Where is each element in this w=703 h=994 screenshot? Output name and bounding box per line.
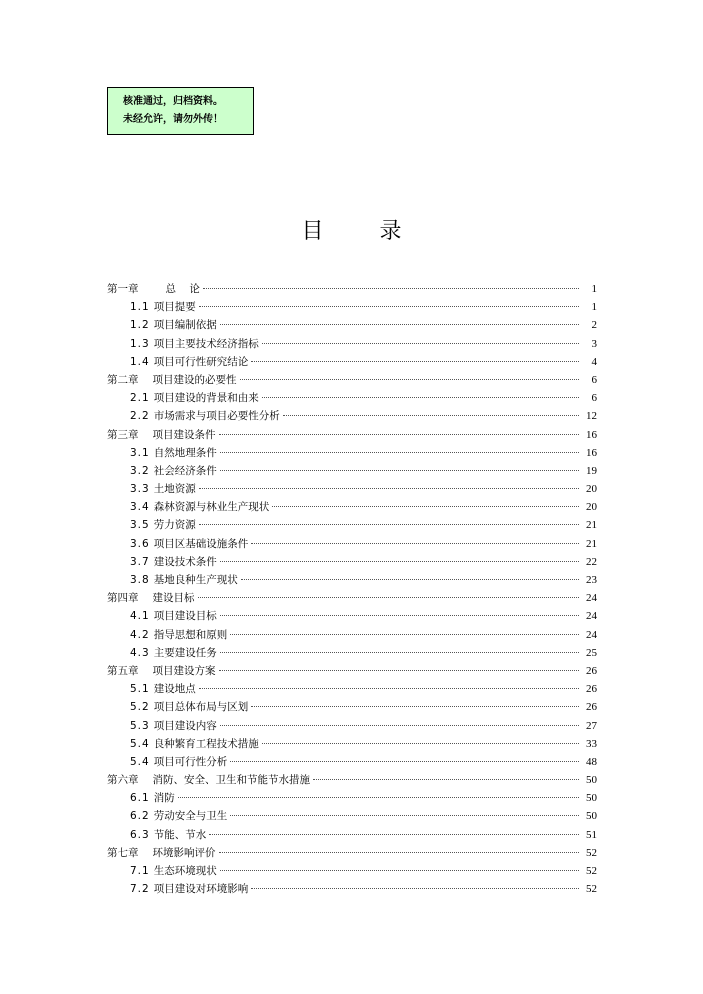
toc-entry-label [130,335,259,353]
toc-section-row[interactable] [107,553,597,571]
toc-section-row[interactable] [107,698,597,716]
toc-entry-label [130,607,217,625]
toc-section-row[interactable] [107,498,597,516]
toc-entry-number: 4.2 [130,628,150,641]
toc-entry-label [130,753,227,771]
toc-page-number: 1 [591,301,597,314]
toc-entry-title: 项目建设内容 [153,719,217,732]
toc-entry-title: 消防、安全、卫生和节能节水措施 [152,774,310,787]
dot-leader [251,888,579,889]
toc-entry-title: 项目建设的必要性 [152,373,237,386]
toc-entry-title: 项目建设对环境影响 [153,883,249,896]
toc-section-row[interactable] [107,626,597,644]
toc-entry-number: 5.1 [130,683,150,696]
toc-entry-title: 森林资源与林业生产现状 [153,501,270,514]
toc-chapter-row[interactable] [107,589,597,607]
toc-entry-label [130,571,238,589]
stamp-line-1: 核准通过，归档资料。 [123,96,223,107]
toc-chapter-row[interactable] [107,371,597,389]
dot-leader [199,688,579,689]
toc-entry-title: 项目提要 [153,301,196,314]
toc-entry-title: 市场需求与项目必要性分析 [153,410,280,423]
toc-page-number: 24 [586,628,597,641]
toc-entry-title: 劳动安全与卫生 [153,810,228,823]
toc-page-number: 25 [586,646,597,659]
toc-section-row[interactable] [107,607,597,625]
toc-entry-title: 良种繁育工程技术措施 [153,737,259,750]
toc-page-number: 23 [586,574,597,586]
toc-entry-label [130,880,248,898]
toc-entry-title: 建设目标 [152,592,195,605]
toc-chapter-row[interactable] [107,280,597,298]
toc-entry-number: 第一章 [107,283,139,295]
toc-entry-number: 4.3 [130,646,150,659]
toc-entry-number: 3.5 [130,519,150,532]
toc-entry-number: 3.4 [130,501,150,514]
toc-entry-title: 土地资源 [153,483,196,496]
toc-page-number: 50 [586,774,597,787]
toc-entry-title: 生态环境现状 [153,865,217,877]
toc-entry-label [130,444,217,462]
toc-page-number: 19 [586,464,597,477]
toc-section-row[interactable] [107,462,597,480]
dot-leader [283,415,579,416]
toc-entry-number: 5.3 [130,719,150,732]
toc-page-number: 26 [586,664,597,677]
toc-entry-label [130,353,248,371]
dot-leader [199,488,579,489]
toc-entry-number: 第六章 [107,774,139,787]
toc-page-number: 52 [586,883,597,896]
toc-section-row[interactable] [107,680,597,698]
toc-entry-number: 6.1 [130,792,150,805]
toc-page-number: 3 [591,337,597,350]
dot-leader [220,324,579,325]
toc-chapter-row[interactable] [107,426,597,444]
toc-page-number: 6 [591,373,597,386]
toc-entry-label [130,407,280,425]
toc-page-number: 12 [586,410,597,423]
toc-entry-number: 7.2 [130,883,150,896]
toc-entry-title: 项目建设方案 [152,664,216,677]
toc-entry-label [107,426,216,444]
toc-entry-number: 第二章 [107,373,139,386]
dot-leader [220,652,579,653]
toc-page-number: 16 [586,446,597,459]
toc-entry-title: 建设地点 [153,683,196,696]
dot-leader [262,397,579,398]
dot-leader [241,579,579,580]
dot-leader [251,361,579,362]
toc-entry-number: 第七章 [107,846,139,859]
toc-entry-label [130,717,217,735]
dot-leader [199,524,579,525]
toc-entry-label [130,480,196,498]
toc-entry-title: 指导思想和原则 [153,628,228,641]
dot-leader [203,288,579,289]
dot-leader [230,815,579,816]
toc-entry-label [130,680,196,698]
toc-page-number: 33 [586,737,597,750]
stamp-line-2: 未经允许，请勿外传！ [123,114,223,125]
table-of-contents [107,280,597,898]
dot-leader [219,434,580,435]
dot-leader [219,852,580,853]
toc-entry-label [130,826,206,844]
toc-entry-title: 自然地理条件 [153,446,217,459]
toc-entry-number: 3.3 [130,483,150,496]
toc-entry-number: 1.3 [130,337,150,350]
toc-section-row[interactable] [107,880,597,898]
toc-entry-label [107,844,216,862]
toc-entry-label [130,535,248,553]
toc-entry-label [130,862,217,880]
toc-entry-number: 第三章 [107,428,139,441]
toc-entry-number: 3.1 [130,446,150,459]
toc-chapter-row[interactable] [107,771,597,789]
toc-section-row[interactable] [107,516,597,534]
title-char-1: 目 [301,219,324,244]
toc-entry-label [130,789,175,807]
dot-leader [178,797,579,798]
toc-entry-number: 2.1 [130,392,150,405]
dot-leader [220,725,579,726]
toc-entry-number: 3.8 [130,574,150,586]
toc-entry-label [107,589,195,607]
toc-entry-label [130,462,217,480]
toc-entry-title: 项目建设目标 [153,610,217,623]
toc-entry-title: 项目建设条件 [152,428,216,441]
dot-leader [220,870,579,871]
toc-entry-title: 总 论 [165,283,200,295]
toc-section-row[interactable] [107,644,597,662]
dot-leader [313,779,579,780]
dot-leader [251,543,579,544]
toc-chapter-row[interactable] [107,844,597,862]
dot-leader [199,306,579,307]
toc-section-row[interactable] [107,298,597,316]
toc-page-number: 50 [586,792,597,805]
dot-leader [198,597,580,598]
toc-entry-number: 4.1 [130,610,150,623]
approval-stamp [107,87,254,135]
toc-section-row[interactable] [107,862,597,880]
toc-section-row[interactable] [107,407,597,425]
toc-entry-number: 1.4 [130,355,150,368]
dot-leader [251,706,579,707]
toc-section-row[interactable] [107,389,597,407]
toc-page-number: 16 [586,428,597,441]
toc-page-number: 20 [586,501,597,514]
dot-leader [219,670,580,671]
toc-section-row[interactable] [107,735,597,753]
toc-entry-label [130,553,217,571]
dot-leader [262,743,579,744]
toc-entry-label [130,316,217,334]
dot-leader [230,634,579,635]
toc-section-row[interactable] [107,480,597,498]
toc-section-row[interactable] [107,717,597,735]
toc-entry-number: 7.1 [130,865,150,877]
toc-page-number: 24 [586,592,597,605]
toc-entry-title: 环境影响评价 [152,846,216,859]
dot-leader [220,615,579,616]
toc-entry-title: 项目可行性研究结论 [153,355,249,368]
toc-section-row[interactable] [107,444,597,462]
toc-page-number: 6 [591,392,597,405]
toc-section-row[interactable] [107,571,597,589]
toc-entry-label [107,371,237,389]
toc-entry-number: 3.6 [130,537,150,550]
dot-leader [262,343,579,344]
toc-entry-title: 主要建设任务 [153,646,217,659]
toc-section-row[interactable] [107,789,597,807]
dot-leader [220,470,579,471]
toc-page-number: 52 [586,846,597,859]
toc-page-number: 24 [586,610,597,623]
toc-section-row[interactable] [107,807,597,825]
toc-entry-number: 6.2 [130,810,150,823]
toc-entry-number: 1.2 [130,319,150,332]
dot-leader [230,761,579,762]
toc-entry-label [130,516,196,534]
toc-entry-title: 项目建设的背景和由来 [153,392,259,405]
toc-entry-label [130,389,259,407]
toc-page-number: 52 [586,865,597,877]
toc-entry-label [130,698,248,716]
toc-page-number: 21 [586,537,597,550]
toc-section-row[interactable] [107,826,597,844]
dot-leader [272,506,579,507]
toc-entry-title: 项目编制依据 [153,319,217,332]
dot-leader [220,452,579,453]
toc-page-number: 20 [586,483,597,496]
toc-entry-number: 5.2 [130,701,150,714]
toc-entry-number: 第五章 [107,664,139,677]
toc-entry-number: 3.7 [130,555,150,568]
toc-entry-title: 社会经济条件 [153,464,217,477]
toc-page-number: 51 [586,828,597,841]
toc-entry-label [130,807,227,825]
toc-page-number: 2 [591,319,597,332]
toc-section-row[interactable] [107,753,597,771]
toc-page-number: 21 [586,519,597,532]
dot-leader [240,379,580,380]
toc-page-number: 48 [586,755,597,768]
toc-entry-title: 项目区基础设施条件 [153,537,249,550]
page-title [0,214,703,245]
toc-entry-number: 5.4 [130,755,150,768]
toc-entry-number: 5.4 [130,737,150,750]
toc-entry-label [130,626,227,644]
toc-page-number: 1 [591,283,597,295]
toc-entry-title: 建设技术条件 [153,555,217,568]
toc-entry-number: 6.3 [130,828,150,841]
toc-section-row[interactable] [107,353,597,371]
toc-entry-label [130,498,269,516]
toc-page-number: 27 [586,719,597,732]
toc-entry-title: 项目可行性分析 [153,755,228,768]
toc-entry-title: 劳力资源 [153,519,196,532]
toc-page-number: 50 [586,810,597,823]
toc-entry-number: 2.2 [130,410,150,423]
toc-page-number: 26 [586,701,597,714]
toc-entry-number: 第四章 [107,592,139,605]
title-char-2: 录 [379,219,402,244]
toc-entry-number: 3.2 [130,464,150,477]
toc-section-row[interactable] [107,535,597,553]
toc-entry-label [130,298,196,316]
toc-page-number: 26 [586,683,597,696]
toc-page-number: 22 [586,555,597,568]
dot-leader [220,561,579,562]
toc-page-number: 4 [591,355,597,368]
toc-entry-label [107,771,310,789]
toc-entry-label [107,280,200,298]
toc-entry-title: 项目总体布局与区划 [153,701,249,714]
toc-section-row[interactable] [107,335,597,353]
toc-entry-label [130,735,259,753]
dot-leader [209,834,579,835]
toc-entry-title: 节能、节水 [153,828,207,841]
toc-entry-number: 1.1 [130,301,150,314]
toc-section-row[interactable] [107,316,597,334]
toc-entry-title: 消防 [153,792,175,805]
toc-chapter-row[interactable] [107,662,597,680]
toc-entry-title: 基地良种生产现状 [153,574,238,586]
toc-entry-label [130,644,217,662]
toc-entry-label [107,662,216,680]
toc-entry-title: 项目主要技术经济指标 [153,337,259,350]
